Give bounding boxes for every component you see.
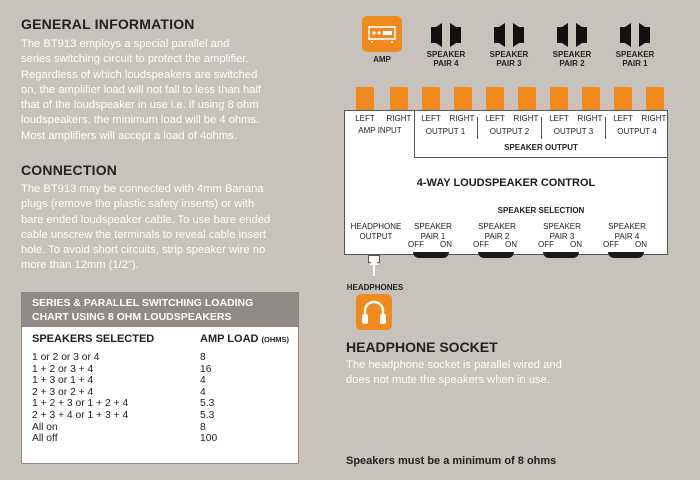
speakers-cell: 1 + 2 + 3 or 1 + 2 + 4 [32, 398, 129, 410]
speaker-label: SPEAKER PAIR 1 [615, 50, 655, 68]
amp-input-label: AMP INPUT [358, 126, 402, 135]
chart-title-line2: CHART USING 8 OHM LOUDSPEAKERS [32, 311, 232, 323]
terminal-post [356, 87, 374, 111]
on-label: ON [635, 240, 647, 249]
rocker-switch[interactable] [608, 252, 644, 258]
amp-load-label: AMP LOAD [200, 333, 259, 345]
off-label: OFF [538, 240, 554, 249]
general-text [21, 37, 321, 144]
table-row [32, 398, 292, 410]
general-line: on, the amplifier load will not fall to less than half [21, 83, 262, 96]
speaker-icon [491, 23, 527, 47]
connection-line: more than 12mm (1/2"). [21, 259, 139, 272]
amp-icon [362, 16, 402, 52]
speaker-label: SPEAKER PAIR 4 [426, 50, 466, 68]
connection-line: bare ended loudspeaker cable. To use bare ended [21, 213, 271, 226]
speaker-label: SPEAKER PAIR 2 [552, 50, 592, 68]
left-label: LEFT [613, 114, 633, 123]
connection-text [21, 182, 321, 274]
general-line: Regardless of which loudspeakers are switched [21, 68, 258, 81]
left-label: LEFT [485, 114, 505, 123]
terminal-post [486, 87, 504, 111]
loading-chart [21, 292, 299, 464]
off-label: OFF [408, 240, 424, 249]
speaker-icon [554, 23, 590, 47]
speakers-cell: 2 + 3 + 4 or 1 + 3 + 4 [32, 409, 129, 421]
terminal-post [422, 87, 440, 111]
load-cell: 100 [200, 433, 218, 445]
amp-load-unit: (OHMS) [261, 335, 290, 344]
general-line: The BT913 employs a special parallel and [21, 38, 230, 50]
arrow-up-icon [369, 258, 379, 265]
on-label: ON [570, 240, 582, 249]
rocker-switch[interactable] [543, 252, 579, 258]
load-cell: 8 [200, 421, 206, 433]
right-label: RIGHT [386, 114, 412, 123]
right-label: RIGHT [641, 114, 667, 123]
speaker-selection-label: SPEAKER SELECTION [497, 206, 585, 215]
output-label: OUTPUT 4 [617, 127, 657, 136]
speakers-cell: All off [32, 433, 58, 445]
on-label: ON [440, 240, 452, 249]
left-label: LEFT [421, 114, 441, 123]
load-cell: 5.3 [200, 409, 215, 421]
control-title: 4-WAY LOUDSPEAKER CONTROL [416, 177, 596, 189]
speaker-label: SPEAKER PAIR 3 [489, 50, 529, 68]
terminal-post [646, 87, 664, 111]
rocker-switch[interactable] [478, 252, 514, 258]
connection-line: The BT913 may be connected with 4mm Banana [21, 183, 264, 195]
selection-pair-label: SPEAKER PAIR 1 [414, 222, 452, 241]
selection-pair-label: SPEAKER PAIR 4 [608, 222, 646, 241]
col-speakers-selected: SPEAKERS SELECTED [32, 333, 155, 345]
general-line: that of the loudspeaker in use i.e. if using 8 ohm [21, 99, 259, 112]
speakers-cell: 1 or 2 or 3 or 4 [32, 352, 100, 363]
table-row [32, 364, 292, 376]
selection-pair-label: SPEAKER PAIR 3 [543, 222, 581, 241]
table-row [32, 433, 292, 445]
load-cell: 4 [200, 386, 206, 398]
terminal-post [390, 87, 408, 111]
speaker-icon [617, 23, 653, 47]
speaker-output-label: SPEAKER OUTPUT [504, 143, 578, 152]
speakers-cell: 1 + 2 or 3 + 4 [32, 363, 94, 375]
off-label: OFF [603, 240, 619, 249]
load-cell: 5.3 [200, 398, 215, 410]
speakers-cell: All on [32, 421, 58, 433]
table-row [32, 387, 292, 399]
speakers-cell: 2 + 3 or 2 + 4 [32, 386, 94, 398]
general-line: loudspeakers, the minimum load will be 4 ohms. [21, 114, 260, 127]
connection-heading: CONNECTION [21, 162, 118, 178]
general-heading: GENERAL INFORMATION [21, 16, 195, 32]
terminal-post [518, 87, 536, 111]
chart-title [22, 293, 298, 327]
speaker-icon [428, 23, 464, 47]
right-label: RIGHT [449, 114, 475, 123]
terminal-post [582, 87, 600, 111]
col-amp-load [200, 333, 289, 345]
headphone-line: does not mute the speakers when in use. [346, 374, 550, 386]
left-label: LEFT [549, 114, 569, 123]
terminal-post [614, 87, 632, 111]
selection-pair-label: SPEAKER PAIR 2 [478, 222, 516, 241]
connection-line: plugs (remove the plastic safety inserts) or with [21, 198, 255, 211]
divider [414, 157, 668, 158]
table-row [32, 375, 292, 387]
arrow-line [373, 264, 375, 276]
general-line: series switching circuit to protect the amplifier. [21, 53, 249, 66]
table-row [32, 422, 292, 434]
footer-note: Speakers must be a minimum of 8 ohms [346, 455, 557, 467]
load-cell: 4 [200, 375, 206, 387]
connection-line: hole. To avoid short circuits, strip speaker wire no [21, 244, 266, 257]
right-label: RIGHT [577, 114, 603, 123]
headphones-icon [356, 294, 392, 330]
load-cell: 8 [200, 352, 206, 363]
output-label: OUTPUT 2 [489, 127, 530, 136]
load-cell: 16 [200, 363, 212, 375]
connection-line: cable unscrew the terminals to reveal cable insert [21, 228, 266, 241]
amp-label: AMP [373, 55, 391, 64]
headphone-line: The headphone socket is parallel wired and [346, 359, 562, 371]
headphones-label: HEADPHONES [346, 283, 404, 292]
on-label: ON [505, 240, 517, 249]
speakers-cell: 1 + 3 or 1 + 4 [32, 375, 94, 387]
terminal-post [454, 87, 472, 111]
headphone-heading: HEADPHONE SOCKET [346, 339, 498, 355]
table-row [32, 410, 292, 422]
right-label: RIGHT [513, 114, 539, 123]
chart-title-line1: SERIES & PARALLEL SWITCHING LOADING [32, 297, 254, 309]
terminal-post [550, 87, 568, 111]
off-label: OFF [473, 240, 489, 249]
table-row [32, 352, 292, 364]
output-label: OUTPUT 3 [553, 127, 594, 136]
rocker-switch[interactable] [413, 252, 449, 258]
left-label: LEFT [355, 114, 375, 123]
general-line: Most amplifiers will accept a load of 4ohms. [21, 129, 237, 142]
headphone-output-label: HEADPHONE OUTPUT [350, 222, 402, 241]
chart-header-row [32, 333, 292, 345]
chart-table [32, 333, 292, 445]
output-label: OUTPUT 1 [425, 127, 466, 136]
